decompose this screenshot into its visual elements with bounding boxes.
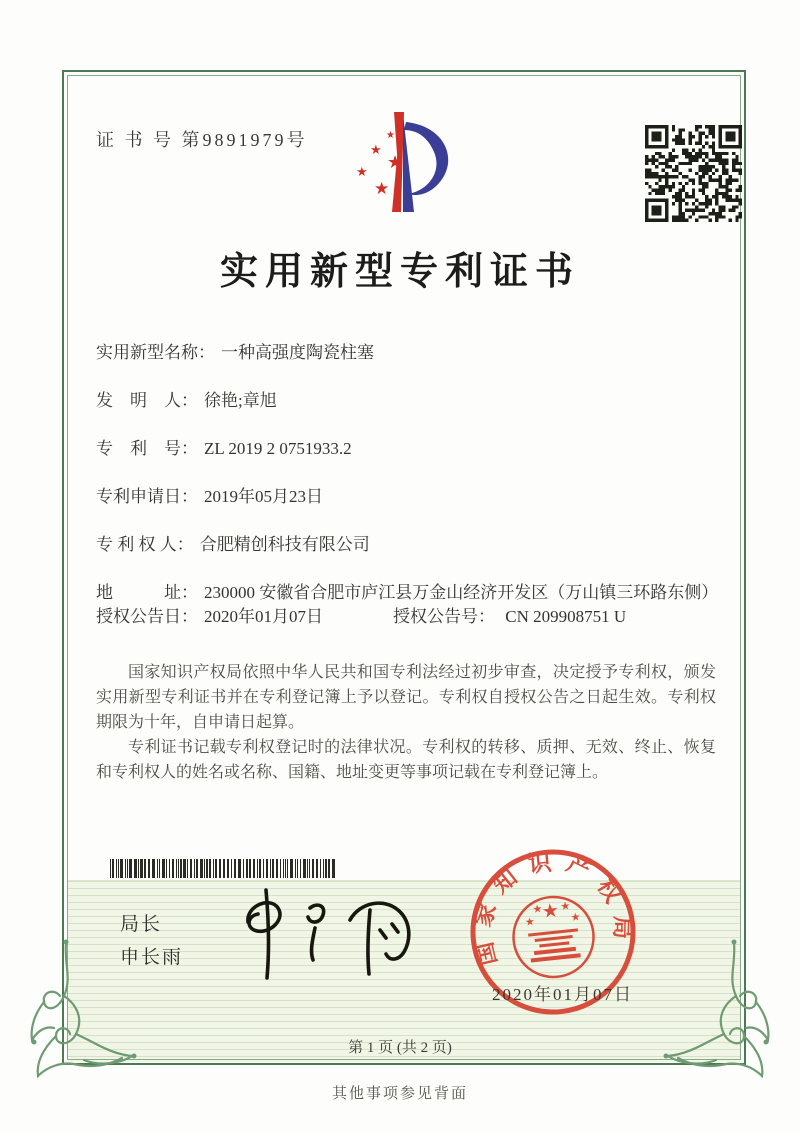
legal-text-section xyxy=(96,660,716,785)
field-value: ZL 2019 2 0751933.2 xyxy=(204,439,352,458)
field-row-filing-date xyxy=(96,485,714,509)
legal-paragraph: 专利证书记载专利权登记时的法律状况。专利权的转移、质押、无效、终止、恢复和专利权人的姓名或名称、国籍、地址变更等事项记载在专利登记簿上。 xyxy=(96,739,716,781)
field-value: 2019年05月23日 xyxy=(204,487,323,506)
field-label: 专 利 号： xyxy=(96,439,198,458)
field-label: 专利申请日： xyxy=(96,487,198,506)
field-row-address xyxy=(96,581,719,605)
issuer-title: 局长 xyxy=(120,914,163,935)
star-icon: ★ xyxy=(374,179,390,198)
issuer-block xyxy=(120,908,183,974)
field-row-patent-no xyxy=(96,437,714,461)
grant-number-value: CN 209908751 U xyxy=(505,607,627,626)
star-icon: ★ xyxy=(387,152,404,172)
field-label: 地 址： xyxy=(96,583,198,602)
fields-section xyxy=(96,341,719,653)
star-icon: ★ xyxy=(559,900,571,914)
field-value: 230000 安徽省合肥市庐江县万金山经济开发区（万山镇三环路东侧） xyxy=(204,583,719,602)
field-label: 专 利 权 人： xyxy=(96,535,194,554)
star-icon: ★ xyxy=(570,911,582,925)
certificate-number: 证 书 号 第9891979号 xyxy=(96,130,308,150)
star-icon: ★ xyxy=(356,164,368,179)
star-icon: ★ xyxy=(540,900,560,923)
signature xyxy=(222,882,417,982)
issuer-name: 申长雨 xyxy=(120,947,184,968)
grant-date-label: 授权公告日： xyxy=(96,607,198,626)
star-icon: ★ xyxy=(386,130,395,141)
cnipa-logo-icon xyxy=(340,110,466,220)
field-value: 徐艳;章旭 xyxy=(204,391,277,410)
field-label: 实用新型名称： xyxy=(96,343,215,362)
field-value: 合肥精创科技有限公司 xyxy=(199,535,370,554)
certificate-title: 实用新型专利证书 xyxy=(219,251,580,293)
seal-emblem xyxy=(510,893,598,981)
seal-date: 2020年01月07日 xyxy=(492,985,633,1004)
field-row-inventor xyxy=(96,389,714,413)
corner-flourish-right-icon xyxy=(646,938,786,1088)
page-number: 第 1 页 (共 2 页) xyxy=(348,1040,452,1056)
legal-paragraph: 国家知识产权局依照中华人民共和国专利法经过初步审查，决定授予专利权，颁发实用新型专利证书并在专利登记簿上予以登记。专利权自授权公告之日起生效。专利权期限为十年，自申请日起算。 xyxy=(96,664,716,731)
qr-code xyxy=(645,125,742,222)
field-label: 发 明 人： xyxy=(96,391,198,410)
barcode xyxy=(110,859,338,878)
grant-number-label: 授权公告号： xyxy=(393,607,495,626)
star-icon: ★ xyxy=(370,142,382,157)
field-row-name xyxy=(96,341,714,365)
back-note: 其他事项参见背面 xyxy=(331,1086,468,1102)
field-value: 一种高强度陶瓷柱塞 xyxy=(221,343,374,362)
field-row-patentee xyxy=(96,533,714,557)
seal-text: 国家知识产权局 xyxy=(469,848,636,968)
field-row-grant xyxy=(96,605,714,629)
star-icon: ★ xyxy=(531,903,544,916)
grant-number-pair xyxy=(393,605,626,629)
grant-date-value: 2020年01月07日 xyxy=(204,607,323,626)
star-icon: ★ xyxy=(524,915,536,929)
